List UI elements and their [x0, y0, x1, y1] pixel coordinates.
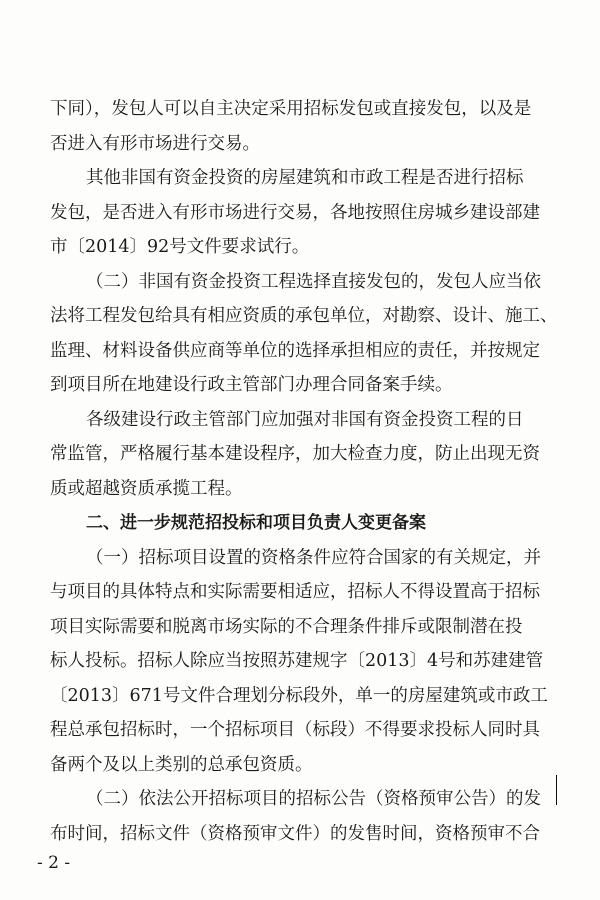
text-line: 标人投标。招标人除应当按照苏建规字〔2013〕4号和苏建建管 — [50, 651, 544, 671]
body-text — [50, 92, 560, 851]
text-line: 下同），发包人可以自主决定采用招标发包或直接发包，以及是 — [50, 99, 532, 119]
margin-mark — [556, 775, 557, 805]
text-line: 其他非国有资金投资的房屋建筑和市政工程是否进行招标 — [86, 168, 524, 188]
text-line: 发包，是否进入有形市场进行交易，各地按照住房城乡建设部建 — [50, 202, 540, 223]
text-line: 常监管，严格履行基本建设程序，加大检查力度，防止出现无资 — [50, 444, 540, 464]
text-line: 布时间，招标文件（资格预审文件）的发售时间，资格预审不合 — [50, 823, 540, 844]
section-heading: 二、进一步规范招投标和项目负责人变更备案 — [86, 513, 426, 533]
text-line: 项目实际需要和脱离市场实际的不合理条件排斥或限制潜在投 — [50, 616, 523, 637]
text-line: 否进入有形市场进行交易。 — [50, 133, 260, 154]
text-line: （二）非国有资金投资工程选择直接发包的，发包人应当依 — [86, 271, 541, 292]
text-line: 各级建设行政主管部门应加强对非国有资金投资工程的日 — [86, 409, 524, 430]
text-line: 〔2013〕671号文件合理划分标段外，单一的房屋建筑或市政工 — [50, 685, 548, 706]
text-line: （二）依法公开招标项目的招标公告（资格预审公告）的发 — [86, 789, 541, 809]
text-line: 法将工程发包给具有相应资质的承包单位，对勘察、设计、施工、 — [50, 306, 558, 326]
text-line: 备两个及以上类别的总承包资质。 — [50, 754, 313, 775]
page-number: - 2 - — [37, 853, 71, 873]
text-line: 到项目所在地建设行政主管部门办理合同备案手续。 — [50, 375, 453, 395]
text-line: 质或超越资质承揽工程。 — [50, 478, 243, 499]
text-line: 市〔2014〕92号文件要求试行。 — [50, 237, 310, 257]
text-line: （一）招标项目设置的资格条件应符合国家的有关规定，并 — [86, 547, 541, 568]
text-line: 与项目的具体特点和实际需要相适应，招标人不得设置高于招标 — [50, 582, 540, 602]
text-line: 程总承包招标时，一个招标项目（标段）不得要求投标人同时具 — [50, 720, 540, 740]
text-line: 监理、材料设备供应商等单位的选择承担相应的责任，并按规定 — [50, 340, 540, 361]
